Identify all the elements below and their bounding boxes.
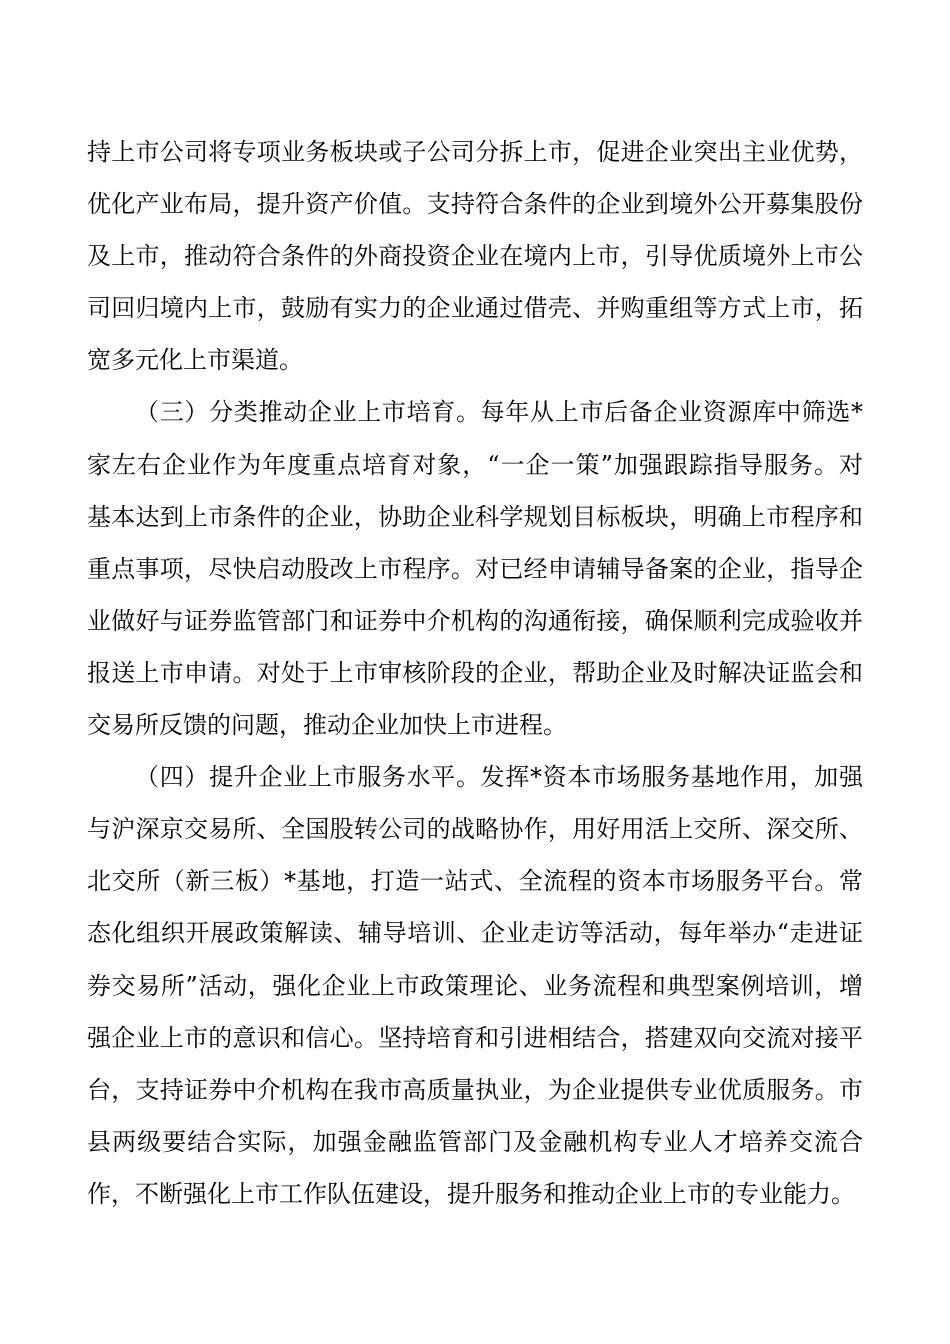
- text-line: 家左右企业作为年度重点培育对象，“一企一策”加强跟踪指导服务。对: [87, 450, 863, 479]
- text-line: 态化组织开展政策解读、辅导培训、企业走访等活动，每年举办“走进证: [87, 919, 863, 948]
- paragraph-2: [87, 386, 863, 751]
- text-line: 报送上市申请。对处于上市审核阶段的企业，帮助企业及时解决证监会和: [87, 658, 863, 687]
- text-line: （三）分类推动企业上市培育。每年从上市后备企业资源库中筛选*: [135, 398, 863, 427]
- text-line: 优化产业布局，提升资产价值。支持符合条件的企业到境外公开募集股份: [87, 190, 863, 219]
- text-line: 北交所（新三板）*基地，打造一站式、全流程的资本市场服务平台。常: [87, 867, 863, 896]
- text-line: 宽多元化上市渠道。: [87, 346, 303, 375]
- text-line: （四）提升企业上市服务水平。发挥*资本市场服务基地作用，加强: [135, 763, 863, 792]
- text-line: 券交易所”活动，强化企业上市政策理论、业务流程和典型案例培训，增: [87, 971, 863, 1000]
- document-body: [87, 126, 863, 1220]
- text-line: 基本达到上市条件的企业，协助企业科学规划目标板块，明确上市程序和: [87, 502, 863, 531]
- text-line: 持上市公司将专项业务板块或子公司分拆上市，促进企业突出主业优势，: [87, 138, 863, 166]
- text-line: 作，不断强化上市工作队伍建设，提升服务和推动企业上市的专业能力。: [87, 1179, 855, 1208]
- text-line: 交易所反馈的问题，推动企业加快上市进程。: [87, 711, 567, 740]
- paragraph-1: [87, 126, 863, 386]
- text-line: 与沪深京交易所、全国股转公司的战略协作，用好用活上交所、深交所、: [87, 815, 863, 844]
- text-line: 司回归境内上市，鼓励有实力的企业通过借壳、并购重组等方式上市，拓: [87, 294, 863, 323]
- paragraph-3: [87, 751, 863, 1220]
- text-line: 县两级要结合实际，加强金融监管部门及金融机构专业人才培养交流合: [87, 1127, 863, 1156]
- text-line: 及上市，推动符合条件的外商投资企业在境内上市，引导优质境外上市公: [87, 242, 863, 271]
- text-line: 重点事项，尽快启动股改上市程序。对已经申请辅导备案的企业，指导企: [87, 554, 863, 583]
- text-line: 业做好与证券监管部门和证券中介机构的沟通衔接，确保顺利完成验收并: [87, 606, 863, 635]
- text-line: 台，支持证券中介机构在我市高质量执业，为企业提供专业优质服务。市: [87, 1075, 863, 1104]
- text-line: 强企业上市的意识和信心。坚持培育和引进相结合，搭建双向交流对接平: [87, 1023, 863, 1052]
